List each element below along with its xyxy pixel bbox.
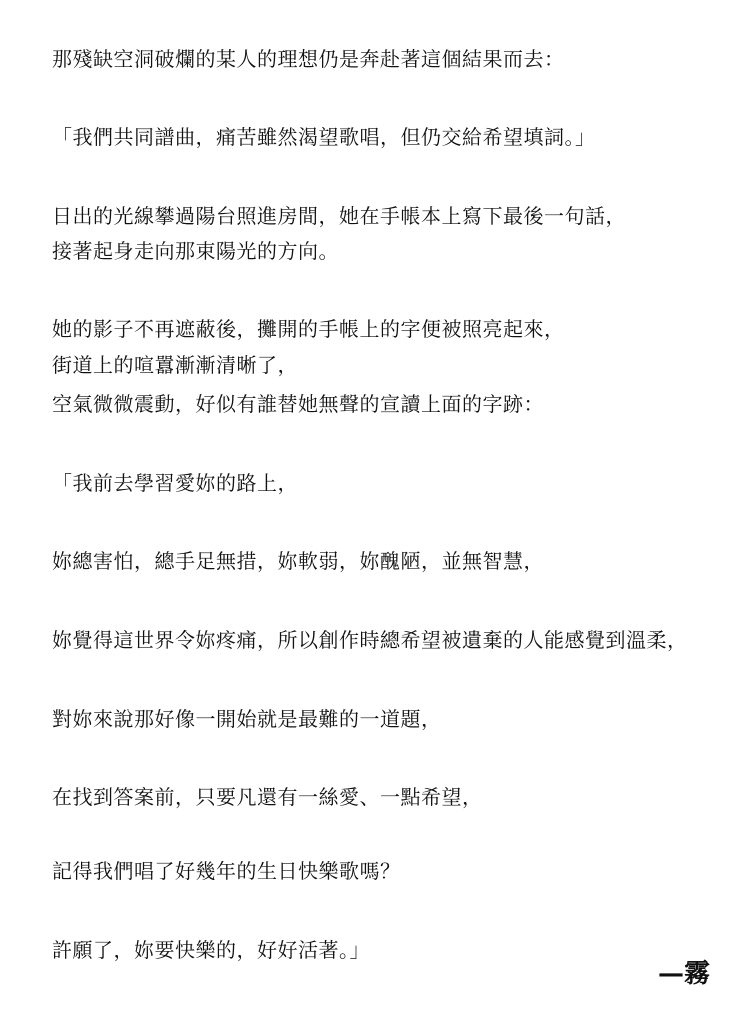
text-line-10: 妳覺得這世界令妳疼痛，所以創作時總希望被遺棄的人能感覺到溫柔， — [52, 628, 688, 652]
text-line-1: 那殘缺空洞破爛的某人的理想仍是奔赴著這個結果而去： — [52, 47, 565, 71]
text-line-13: 記得我們唱了好幾年的生日快樂歌嗎？ — [52, 859, 401, 883]
author-signature: —霧 — [657, 959, 710, 989]
text-line-7: 空氣微微震動，好似有誰替她無聲的宣讀上面的字跡： — [52, 392, 544, 416]
text-line-4: 接著起身走向那束陽光的方向。 — [52, 239, 339, 263]
text-line-11: 對妳來說那好像一開始就是最難的一道題， — [52, 707, 442, 731]
text-line-9: 妳總害怕，總手足無措，妳軟弱，妳醜陋，並無智慧， — [52, 549, 544, 573]
text-line-14: 許願了，妳要快樂的，好好活著。」 — [52, 938, 370, 962]
text-line-12: 在找到答案前，只要凡還有一絲愛、一點希望， — [52, 785, 483, 809]
text-line-8: 「我前去學習愛妳的路上， — [52, 471, 298, 495]
text-line-3: 日出的光線攀過陽台照進房間，她在手帳本上寫下最後一句話， — [52, 204, 626, 228]
text-line-6: 街道上的喧囂漸漸清晰了， — [52, 353, 298, 377]
text-line-2: 「我們共同譜曲，痛苦雖然渴望歌唱，但仍交給希望填詞。」 — [52, 125, 596, 149]
text-line-5: 她的影子不再遮蔽後，攤開的手帳上的字便被照亮起來， — [52, 317, 565, 341]
